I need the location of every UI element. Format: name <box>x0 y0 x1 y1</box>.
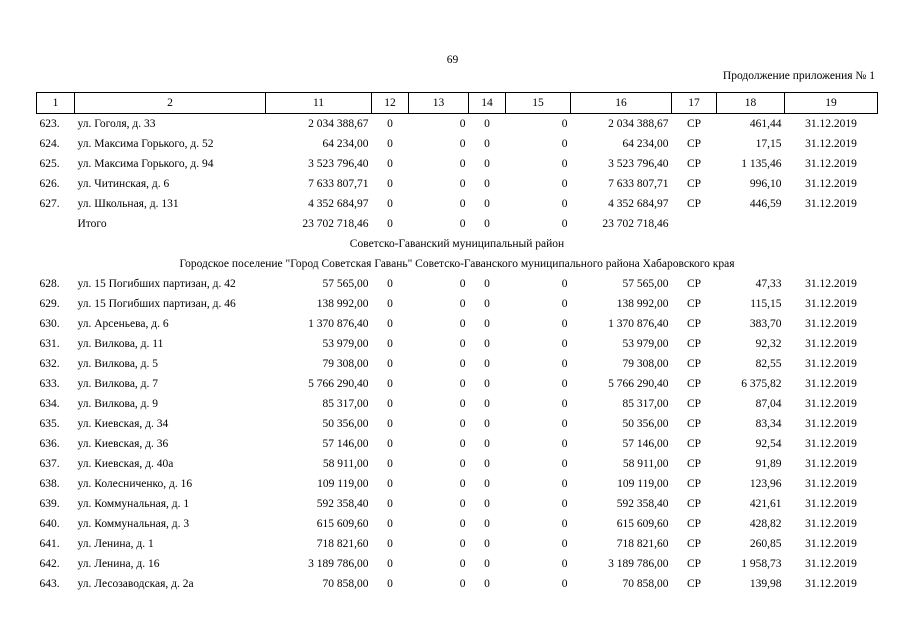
value-col14: 0 <box>484 558 490 570</box>
value-col16: 718 821,60 <box>616 538 669 550</box>
value-col12: 0 <box>387 458 393 470</box>
value-col15: 0 <box>561 438 568 450</box>
table-row <box>37 494 878 514</box>
value-col11: 57 146,00 <box>322 438 369 450</box>
value-col14: 0 <box>484 138 490 150</box>
value-col14: 0 <box>484 378 490 390</box>
table-row <box>37 414 878 434</box>
row-number: 639. <box>39 498 60 510</box>
value-col14: 0 <box>484 458 490 470</box>
value-col11: 53 979,00 <box>322 338 369 350</box>
value-col16: 85 317,00 <box>622 398 669 410</box>
value-col16: 3 523 796,40 <box>608 158 669 170</box>
date-col19: 31.12.2019 <box>805 278 857 290</box>
value-col16: 5 766 290,40 <box>608 378 669 390</box>
code-col17: СР <box>686 158 702 170</box>
value-col16: 1 370 876,40 <box>608 318 669 330</box>
table-row <box>37 514 878 534</box>
value-col14: 0 <box>484 578 490 590</box>
table-row <box>37 554 878 574</box>
value-col11: 85 317,00 <box>322 398 369 410</box>
value-col13: 0 <box>459 478 466 490</box>
date-col19: 31.12.2019 <box>805 138 857 150</box>
value-col12: 0 <box>387 378 393 390</box>
value-col12: 0 <box>387 118 393 130</box>
value-col11: 109 119,00 <box>317 478 369 490</box>
value-col15: 0 <box>561 138 568 150</box>
value-col15: 0 <box>561 338 568 350</box>
header-cell: 2 <box>75 93 266 114</box>
value-col13: 0 <box>459 178 466 190</box>
address-cell: ул. Киевская, д. 40а <box>77 458 174 470</box>
value-col11: 3 523 796,40 <box>308 158 369 170</box>
value-col18: 1 958,73 <box>741 558 782 570</box>
value-col11: 718 821,60 <box>316 538 369 550</box>
value-col12: 0 <box>387 178 393 190</box>
value-col18: 92,54 <box>755 438 782 450</box>
header-cell: 13 <box>409 93 469 114</box>
value-col16: 53 979,00 <box>622 338 669 350</box>
value-col15: 0 <box>561 178 568 190</box>
value-col15: 0 <box>561 538 568 550</box>
value-col15: 0 <box>561 458 568 470</box>
value-col14: 0 <box>484 518 490 530</box>
header-cell: 16 <box>571 93 672 114</box>
row-number: 643. <box>39 578 60 590</box>
value-col15: 0 <box>561 518 568 530</box>
value-col15: 0 <box>561 358 568 370</box>
district-heading-row <box>37 234 878 254</box>
address-cell: ул. Читинская, д. 6 <box>77 178 170 190</box>
header-cell: 12 <box>372 93 409 114</box>
value-col18: 428,82 <box>749 518 782 530</box>
value-col12: 0 <box>387 418 393 430</box>
date-col19: 31.12.2019 <box>805 338 857 350</box>
row-number: 628. <box>39 278 60 290</box>
value-col14: 0 <box>484 398 490 410</box>
value-col12: 0 <box>387 398 393 410</box>
code-col17: СР <box>686 578 702 590</box>
value-col11: 79 308,00 <box>322 358 369 370</box>
table-row <box>37 394 878 414</box>
date-col19: 31.12.2019 <box>805 358 857 370</box>
value-col13: 0 <box>459 358 466 370</box>
code-col17: СР <box>686 278 702 290</box>
row-number: 631. <box>39 338 60 350</box>
date-col19: 31.12.2019 <box>805 478 857 490</box>
empty-cell <box>785 214 878 234</box>
table-body <box>37 93 878 595</box>
table-row <box>37 114 878 135</box>
date-col19: 31.12.2019 <box>805 298 857 310</box>
value-col18: 47,33 <box>755 278 782 290</box>
table-row <box>37 374 878 394</box>
row-number: 637. <box>39 458 60 470</box>
value-col18: 446,59 <box>749 198 782 210</box>
header-cell: 15 <box>506 93 571 114</box>
table-header-row <box>37 93 878 114</box>
table-row <box>37 474 878 494</box>
address-cell: ул. Коммунальная, д. 3 <box>77 518 190 530</box>
value-col12: 0 <box>387 558 393 570</box>
page-number: 69 <box>446 54 459 66</box>
value-col15: 0 <box>561 278 568 290</box>
value-col13: 0 <box>459 398 466 410</box>
value-col16: 64 234,00 <box>622 138 669 150</box>
total-c13: 0 <box>459 218 466 230</box>
value-col11: 57 565,00 <box>322 278 369 290</box>
value-col14: 0 <box>484 298 490 310</box>
address-cell: ул. 15 Погибших партизан, д. 46 <box>77 298 236 310</box>
address-cell: ул. Вилкова, д. 11 <box>77 338 164 350</box>
header-cell: 1 <box>37 93 75 114</box>
code-col17: СР <box>686 138 702 150</box>
address-cell: ул. Максима Горького, д. 52 <box>77 138 214 150</box>
table-row <box>37 314 878 334</box>
value-col13: 0 <box>459 458 466 470</box>
value-col11: 64 234,00 <box>322 138 369 150</box>
value-col15: 0 <box>561 478 568 490</box>
header-cell: 17 <box>672 93 717 114</box>
value-col16: 57 146,00 <box>622 438 669 450</box>
value-col11: 2 034 388,67 <box>308 118 369 130</box>
value-col11: 7 633 807,71 <box>308 178 369 190</box>
value-col12: 0 <box>387 198 393 210</box>
value-col13: 0 <box>459 298 466 310</box>
address-cell: ул. Гоголя, д. 33 <box>77 118 156 130</box>
row-number: 625. <box>39 158 60 170</box>
value-col11: 592 358,40 <box>316 498 369 510</box>
row-number: 635. <box>39 418 60 430</box>
value-col15: 0 <box>561 198 568 210</box>
value-col18: 6 375,82 <box>741 378 782 390</box>
total-c16: 23 702 718,46 <box>602 218 669 230</box>
value-col14: 0 <box>484 338 490 350</box>
row-number: 630. <box>39 318 60 330</box>
value-col12: 0 <box>387 498 393 510</box>
value-col15: 0 <box>561 498 568 510</box>
header-cell: 18 <box>717 93 785 114</box>
empty-cell <box>37 214 75 234</box>
table-row <box>37 134 878 154</box>
header-cell: 14 <box>469 93 506 114</box>
value-col11: 3 189 786,00 <box>308 558 369 570</box>
value-col15: 0 <box>561 158 568 170</box>
code-col17: СР <box>686 438 702 450</box>
address-cell: ул. Коммунальная, д. 1 <box>77 498 190 510</box>
address-cell: ул. Вилкова, д. 9 <box>77 398 159 410</box>
total-label: Итого <box>77 218 107 230</box>
value-col16: 58 911,00 <box>622 458 669 470</box>
value-col13: 0 <box>459 138 466 150</box>
value-col16: 592 358,40 <box>616 498 669 510</box>
code-col17: СР <box>686 198 702 210</box>
code-col17: СР <box>686 558 702 570</box>
value-col18: 260,85 <box>749 538 782 550</box>
row-number: 623. <box>39 118 60 130</box>
code-col17: СР <box>686 338 702 350</box>
value-col16: 138 992,00 <box>616 298 669 310</box>
empty-cell <box>717 214 785 234</box>
total-row <box>37 214 878 234</box>
table-row <box>37 454 878 474</box>
value-col18: 139,98 <box>749 578 782 590</box>
date-col19: 31.12.2019 <box>805 318 857 330</box>
date-col19: 31.12.2019 <box>805 178 857 190</box>
value-col16: 2 034 388,67 <box>608 118 669 130</box>
value-col16: 3 189 786,00 <box>608 558 669 570</box>
code-col17: СР <box>686 398 702 410</box>
value-col13: 0 <box>459 318 466 330</box>
value-col18: 83,34 <box>755 418 782 430</box>
value-col13: 0 <box>459 418 466 430</box>
value-col18: 461,44 <box>749 118 782 130</box>
date-col19: 31.12.2019 <box>805 518 857 530</box>
value-col15: 0 <box>561 558 568 570</box>
value-col12: 0 <box>387 138 393 150</box>
value-col13: 0 <box>459 118 466 130</box>
value-col13: 0 <box>459 338 466 350</box>
address-cell: ул. Вилкова, д. 7 <box>77 378 159 390</box>
code-col17: СР <box>686 118 702 130</box>
date-col19: 31.12.2019 <box>805 118 857 130</box>
value-col14: 0 <box>484 278 490 290</box>
total-c11: 23 702 718,46 <box>302 218 369 230</box>
address-cell: ул. Колесниченко, д. 16 <box>77 478 193 490</box>
value-col13: 0 <box>459 578 466 590</box>
code-col17: СР <box>686 298 702 310</box>
value-col13: 0 <box>459 438 466 450</box>
value-col14: 0 <box>484 498 490 510</box>
row-number: 641. <box>39 538 60 550</box>
value-col18: 82,55 <box>755 358 782 370</box>
table-row <box>37 274 878 294</box>
value-col13: 0 <box>459 378 466 390</box>
value-col11: 50 356,00 <box>322 418 369 430</box>
value-col13: 0 <box>459 198 466 210</box>
row-number: 638. <box>39 478 60 490</box>
value-col15: 0 <box>561 418 568 430</box>
date-col19: 31.12.2019 <box>805 558 857 570</box>
value-col16: 57 565,00 <box>622 278 669 290</box>
date-col19: 31.12.2019 <box>805 198 857 210</box>
value-col14: 0 <box>484 418 490 430</box>
value-col15: 0 <box>561 298 568 310</box>
row-number: 624. <box>39 138 60 150</box>
value-col13: 0 <box>459 518 466 530</box>
value-col18: 92,32 <box>755 338 782 350</box>
row-number: 636. <box>39 438 60 450</box>
value-col13: 0 <box>459 278 466 290</box>
row-number: 626. <box>39 178 60 190</box>
date-col19: 31.12.2019 <box>805 398 857 410</box>
value-col13: 0 <box>459 498 466 510</box>
value-col16: 4 352 684,97 <box>608 198 669 210</box>
value-col15: 0 <box>561 398 568 410</box>
address-cell: ул. 15 Погибших партизан, д. 42 <box>77 278 236 290</box>
value-col14: 0 <box>484 198 490 210</box>
table-row <box>37 174 878 194</box>
value-col11: 5 766 290,40 <box>308 378 369 390</box>
address-cell: ул. Вилкова, д. 5 <box>77 358 159 370</box>
value-col18: 123,96 <box>749 478 782 490</box>
table-row <box>37 534 878 554</box>
date-col19: 31.12.2019 <box>805 438 857 450</box>
table-row <box>37 434 878 454</box>
address-cell: ул. Ленина, д. 1 <box>77 538 154 550</box>
code-col17: СР <box>686 498 702 510</box>
table-row <box>37 294 878 314</box>
code-col17: СР <box>686 178 702 190</box>
value-col16: 70 858,00 <box>622 578 669 590</box>
date-col19: 31.12.2019 <box>805 458 857 470</box>
row-number: 629. <box>39 298 60 310</box>
value-col11: 70 858,00 <box>322 578 369 590</box>
value-col16: 109 119,00 <box>617 478 669 490</box>
value-col12: 0 <box>387 158 393 170</box>
value-col16: 79 308,00 <box>622 358 669 370</box>
value-col11: 615 609,60 <box>316 518 369 530</box>
value-col12: 0 <box>387 278 393 290</box>
value-col12: 0 <box>387 438 393 450</box>
header-cell: 11 <box>266 93 372 114</box>
value-col15: 0 <box>561 118 568 130</box>
row-number: 640. <box>39 518 60 530</box>
value-col13: 0 <box>459 158 466 170</box>
row-number: 642. <box>39 558 60 570</box>
row-number: 634. <box>39 398 60 410</box>
value-col18: 1 135,46 <box>741 158 782 170</box>
value-col15: 0 <box>561 378 568 390</box>
date-col19: 31.12.2019 <box>805 158 857 170</box>
code-col17: СР <box>686 378 702 390</box>
value-col18: 383,70 <box>749 318 782 330</box>
date-col19: 31.12.2019 <box>805 538 857 550</box>
date-col19: 31.12.2019 <box>805 378 857 390</box>
settlement-heading-row <box>37 254 878 274</box>
total-c12: 0 <box>387 218 393 230</box>
register-table <box>36 92 878 594</box>
value-col14: 0 <box>484 318 490 330</box>
code-col17: СР <box>686 458 702 470</box>
value-col18: 996,10 <box>749 178 782 190</box>
date-col19: 31.12.2019 <box>805 498 857 510</box>
value-col18: 421,61 <box>749 498 782 510</box>
code-col17: СР <box>686 418 702 430</box>
value-col12: 0 <box>387 318 393 330</box>
address-cell: ул. Киевская, д. 34 <box>77 418 169 430</box>
value-col12: 0 <box>387 338 393 350</box>
value-col11: 1 370 876,40 <box>308 318 369 330</box>
value-col18: 115,15 <box>750 298 782 310</box>
value-col16: 615 609,60 <box>616 518 669 530</box>
value-col11: 4 352 684,97 <box>308 198 369 210</box>
address-cell: ул. Школьная, д. 131 <box>77 198 179 210</box>
table-row <box>37 354 878 374</box>
value-col15: 0 <box>561 578 568 590</box>
address-cell: ул. Ленина, д. 16 <box>77 558 160 570</box>
row-number: 627. <box>39 198 60 210</box>
row-number: 632. <box>39 358 60 370</box>
value-col14: 0 <box>484 538 490 550</box>
value-col12: 0 <box>387 358 393 370</box>
district-heading: Советско-Гаванский муниципальный район <box>349 238 565 250</box>
empty-cell <box>672 214 717 234</box>
row-number: 633. <box>39 378 60 390</box>
code-col17: СР <box>686 478 702 490</box>
value-col11: 138 992,00 <box>316 298 369 310</box>
value-col12: 0 <box>387 578 393 590</box>
value-col12: 0 <box>387 538 393 550</box>
value-col15: 0 <box>561 318 568 330</box>
value-col14: 0 <box>484 118 490 130</box>
code-col17: СР <box>686 518 702 530</box>
value-col13: 0 <box>459 558 466 570</box>
date-col19: 31.12.2019 <box>805 578 857 590</box>
code-col17: СР <box>686 538 702 550</box>
code-col17: СР <box>686 318 702 330</box>
value-col18: 91,89 <box>755 458 782 470</box>
code-col17: СР <box>686 358 702 370</box>
value-col16: 50 356,00 <box>622 418 669 430</box>
value-col18: 87,04 <box>755 398 782 410</box>
total-c15: 0 <box>561 218 568 230</box>
table-row <box>37 334 878 354</box>
appendix-note: Продолжение приложения № 1 <box>722 70 875 82</box>
table-row <box>37 194 878 214</box>
value-col14: 0 <box>484 178 490 190</box>
value-col14: 0 <box>484 438 490 450</box>
total-c14: 0 <box>484 218 490 230</box>
value-col11: 58 911,00 <box>322 458 369 470</box>
value-col12: 0 <box>387 298 393 310</box>
value-col13: 0 <box>459 538 466 550</box>
address-cell: ул. Максима Горького, д. 94 <box>77 158 214 170</box>
date-col19: 31.12.2019 <box>805 418 857 430</box>
value-col14: 0 <box>484 478 490 490</box>
settlement-heading: Городское поселение "Город Советская Гавань" Советско-Гаванского муниципального района Хабаровского края <box>179 258 735 270</box>
value-col14: 0 <box>484 158 490 170</box>
header-cell: 19 <box>785 93 878 114</box>
value-col14: 0 <box>484 358 490 370</box>
table-row <box>37 574 878 594</box>
table-row <box>37 154 878 174</box>
value-col12: 0 <box>387 478 393 490</box>
address-cell: ул. Киевская, д. 36 <box>77 438 169 450</box>
address-cell: ул. Арсеньева, д. 6 <box>77 318 169 330</box>
value-col18: 17,15 <box>755 138 782 150</box>
value-col16: 7 633 807,71 <box>608 178 669 190</box>
value-col12: 0 <box>387 518 393 530</box>
address-cell: ул. Лесозаводская, д. 2а <box>77 578 194 590</box>
